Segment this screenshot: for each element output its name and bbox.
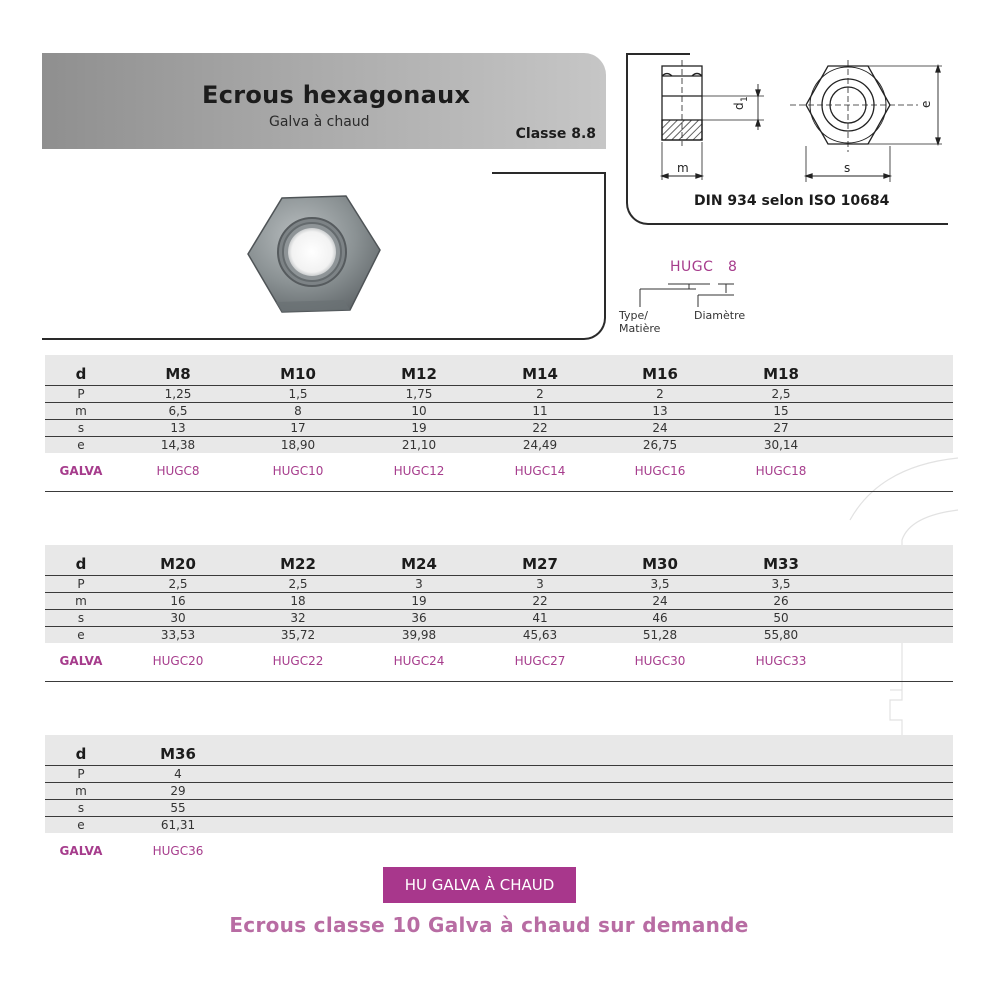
- row-label: e: [77, 818, 85, 832]
- table-cell: 46: [652, 611, 668, 625]
- table-cell: 35,72: [280, 628, 316, 642]
- dim-m-label: m: [677, 161, 689, 175]
- reference-code: HUGC33: [755, 654, 807, 668]
- standard-label: DIN 934 selon ISO 10684: [694, 193, 890, 209]
- nut-side-face: [276, 300, 350, 312]
- header-cell: d: [75, 555, 87, 573]
- spec-table-1: [45, 355, 953, 492]
- header-cell: M24: [401, 555, 437, 573]
- table-cell: 2: [536, 387, 544, 401]
- table-row: [45, 626, 953, 643]
- table-row: [45, 765, 953, 782]
- table-row: [45, 402, 953, 419]
- table-cell: 26,75: [642, 438, 678, 452]
- table-cell: 1,5: [288, 387, 308, 401]
- row-label: P: [77, 387, 85, 401]
- table-cell: 15: [773, 404, 789, 418]
- code-type: HUGC: [670, 259, 714, 275]
- finish-label: GALVA: [59, 654, 103, 668]
- nut-hole: [288, 228, 336, 276]
- footer-note: Ecrous classe 10 Galva à chaud sur demande: [229, 913, 749, 937]
- table-cell: 39,98: [401, 628, 437, 642]
- table-row: [45, 799, 953, 816]
- table-cell: 17: [290, 421, 306, 435]
- row-label: P: [77, 577, 85, 591]
- table-row: [45, 816, 953, 833]
- table-header: [45, 545, 953, 575]
- table-cell: 18,90: [280, 438, 316, 452]
- table-cell: 2: [656, 387, 664, 401]
- technical-drawing: [640, 58, 946, 188]
- table-header: [45, 355, 953, 385]
- reference-code: HUGC30: [634, 654, 686, 668]
- table-cell: 19: [411, 594, 427, 608]
- header-cell: M12: [401, 365, 437, 383]
- table-cell: 27: [773, 421, 789, 435]
- table-row: [45, 575, 953, 592]
- table-cell: 11: [532, 404, 548, 418]
- reference-code: HUGC27: [514, 654, 566, 668]
- table-cell: 26: [773, 594, 789, 608]
- table-cell: 51,28: [642, 628, 678, 642]
- row-label: m: [75, 404, 87, 418]
- row-label: s: [77, 801, 85, 815]
- header-cell: M10: [280, 365, 316, 383]
- table-cell: 24,49: [522, 438, 558, 452]
- table-cell: 24: [652, 421, 668, 435]
- table-cell: 3: [536, 577, 544, 591]
- table-row: [45, 436, 953, 453]
- finish-category-button[interactable]: HU GALVA À CHAUD: [383, 867, 576, 903]
- header-banner: [42, 53, 606, 149]
- row-label: s: [77, 611, 85, 625]
- table-cell: 50: [773, 611, 789, 625]
- header-cell: d: [75, 365, 87, 383]
- table-cell: 33,53: [160, 628, 196, 642]
- finish-label: GALVA: [59, 464, 103, 478]
- reference-code: HUGC24: [393, 654, 445, 668]
- row-label: P: [77, 767, 85, 781]
- table-cell: 30: [170, 611, 186, 625]
- table-cell: 10: [411, 404, 427, 418]
- table-cell: 1,25: [164, 387, 192, 401]
- header-cell: M36: [160, 745, 196, 763]
- reference-code: HUGC10: [272, 464, 324, 478]
- table-cell: 22: [532, 421, 548, 435]
- table-cell: 32: [290, 611, 306, 625]
- reference-code: HUGC36: [152, 844, 204, 858]
- table-cell: 3,5: [650, 577, 670, 591]
- header-cell: M27: [522, 555, 558, 573]
- type-material-label: Type/ Matière: [619, 309, 661, 335]
- table-row: [45, 609, 953, 626]
- header-cell: M22: [280, 555, 316, 573]
- hex-nut-photo: [246, 192, 382, 316]
- table-cell: 21,10: [401, 438, 437, 452]
- table-cell: 6,5: [168, 404, 188, 418]
- table-cell: 19: [411, 421, 427, 435]
- table-row: [45, 385, 953, 402]
- front-view: [790, 60, 942, 182]
- table-cell: 8: [294, 404, 302, 418]
- finish-label: GALVA: [59, 844, 103, 858]
- reference-code: HUGC22: [272, 654, 324, 668]
- table-cell: 3: [415, 577, 423, 591]
- class-label: Classe 8.8: [515, 126, 596, 142]
- reference-code: HUGC14: [514, 464, 566, 478]
- spec-table-2: [45, 545, 953, 682]
- table-header: [45, 735, 953, 765]
- table-cell: 16: [170, 594, 186, 608]
- row-label: e: [77, 628, 85, 642]
- header-cell: M8: [165, 365, 191, 383]
- page-subtitle: Galva à chaud: [269, 114, 370, 130]
- reference-code: HUGC12: [393, 464, 445, 478]
- row-label: s: [77, 421, 85, 435]
- code-diameter: 8: [728, 259, 737, 275]
- reference-row: [45, 643, 953, 682]
- row-label: m: [75, 594, 87, 608]
- dim-s-label: s: [844, 161, 851, 175]
- table-cell: 36: [411, 611, 427, 625]
- table-cell: 2,5: [288, 577, 308, 591]
- dim-e-label: e: [919, 100, 933, 108]
- dim-d-subscript: 1: [740, 96, 750, 102]
- reference-code: HUGC8: [156, 464, 200, 478]
- reference-row: [45, 833, 953, 871]
- table-cell: 18: [290, 594, 306, 608]
- reference-row: [45, 453, 953, 492]
- table-row: [45, 419, 953, 436]
- header-cell: d: [75, 745, 87, 763]
- table-cell: 13: [170, 421, 186, 435]
- table-cell: 2,5: [168, 577, 188, 591]
- table-cell: 1,75: [405, 387, 433, 401]
- table-cell: 24: [652, 594, 668, 608]
- table-cell: 4: [174, 767, 182, 781]
- row-label: m: [75, 784, 87, 798]
- table-cell: 61,31: [160, 818, 196, 832]
- table-cell: 45,63: [522, 628, 558, 642]
- header-cell: M30: [642, 555, 678, 573]
- code-legend: [610, 255, 750, 345]
- table-cell: 13: [652, 404, 668, 418]
- diameter-label: Diamètre: [694, 309, 746, 322]
- table-row: [45, 592, 953, 609]
- reference-code: HUGC20: [152, 654, 204, 668]
- table-cell: 41: [532, 611, 548, 625]
- dim-d-label: d: [732, 102, 746, 110]
- spec-table-3: [45, 735, 953, 871]
- table-cell: 55: [170, 801, 186, 815]
- table-cell: 2,5: [771, 387, 791, 401]
- table-cell: 22: [532, 594, 548, 608]
- page-title: Ecrous hexagonaux: [202, 81, 471, 109]
- table-cell: 14,38: [160, 438, 196, 452]
- reference-code: HUGC18: [755, 464, 807, 478]
- table-cell: 55,80: [763, 628, 799, 642]
- header-cell: M33: [763, 555, 799, 573]
- table-cell: 30,14: [763, 438, 799, 452]
- header-cell: M14: [522, 365, 558, 383]
- header-cell: M18: [763, 365, 799, 383]
- header-cell: M16: [642, 365, 678, 383]
- table-row: [45, 782, 953, 799]
- table-cell: 29: [170, 784, 186, 798]
- reference-code: HUGC16: [634, 464, 686, 478]
- row-label: e: [77, 438, 85, 452]
- header-cell: M20: [160, 555, 196, 573]
- table-cell: 3,5: [771, 577, 791, 591]
